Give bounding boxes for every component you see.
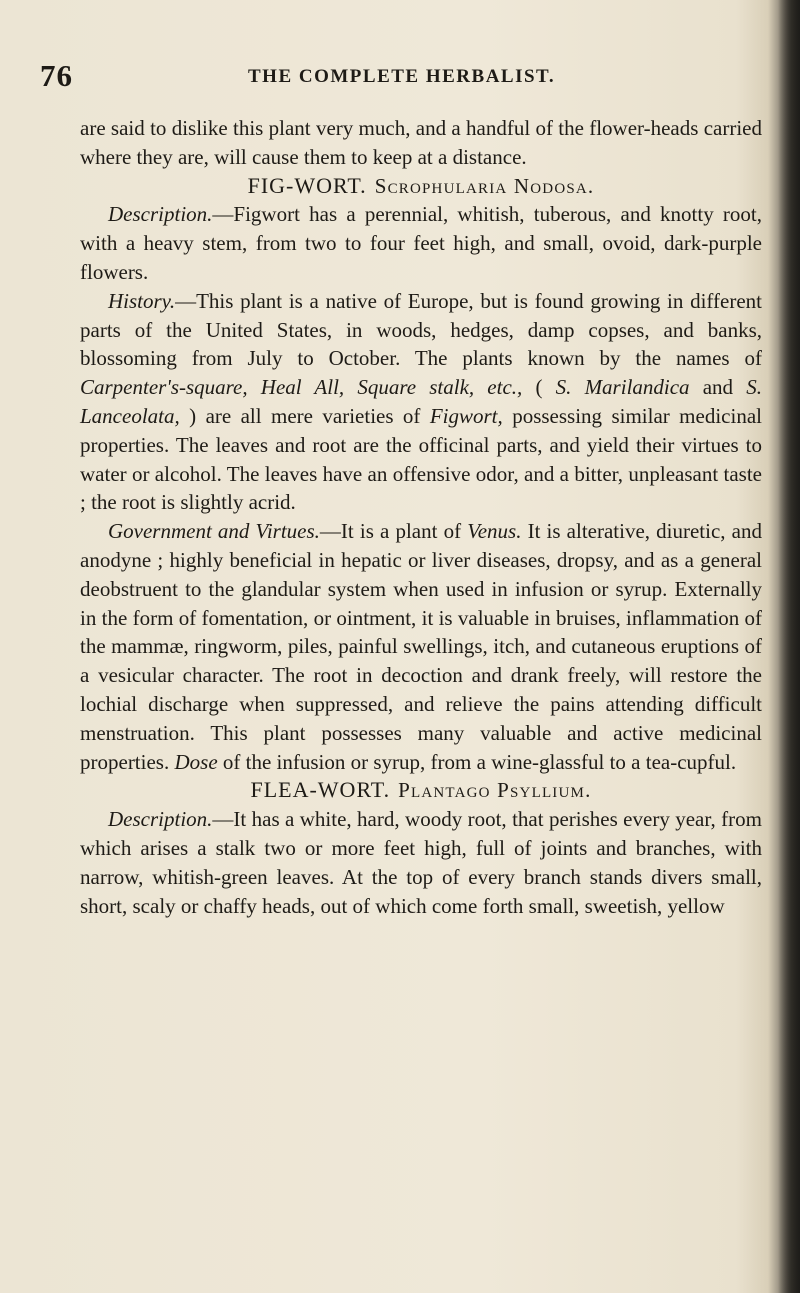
- page-number: 76: [40, 58, 73, 93]
- species-name: S. Marilandica: [555, 375, 690, 400]
- page-header: [40, 58, 750, 98]
- heading-title: FIG-WORT.: [247, 172, 367, 198]
- section-heading-fleawort: [80, 776, 762, 805]
- fleawort-description: [80, 805, 762, 920]
- page-edge-shadow: [778, 0, 800, 1293]
- figwort-history: [80, 287, 762, 517]
- heading-title: FLEA-WORT.: [250, 777, 391, 803]
- heading-scientific-name: Scrophularia Nodosa.: [374, 173, 595, 198]
- intro-paragraph: are said to dislike this plant very much, and a handful of the flower-heads carried where they are, will cause them to keep at a distance.: [80, 116, 762, 169]
- description-text: —It has a white, hard, woody root, that perishes every year, from which arises a stalk two or more feet high, full of joints and branches, with narrow, whitish-green leaves. At the top of every branch stands divers small, short, scaly or chaffy heads, out of which come forth small, sweetish, yellow: [80, 807, 762, 918]
- history-label: History.: [108, 288, 176, 313]
- planet-name: Venus.: [467, 519, 522, 544]
- dose-label: Dose: [174, 749, 218, 774]
- species-name: S. Lanceolata,: [80, 375, 762, 428]
- description-label: Description.: [108, 202, 213, 227]
- page-body: [80, 114, 762, 920]
- description-text: —Figwort has a perennial, whitish, tuberous, and knotty root, with a heavy stem, from two to four feet high, and small, ovoid, dark-purple flowers.: [80, 202, 762, 284]
- heading-scientific-name: Plantago Psyllium.: [398, 778, 592, 803]
- history-text: possessing similar medicinal properties. The leaves and root are the officinal parts, and yield their virtues to water or alcohol. The leaves have an offensive odor, and a bitter, unpleasant taste ; the root is slightly acrid.: [80, 403, 762, 515]
- government-label: Government and Virtues.: [108, 519, 320, 544]
- figwort-government: [80, 517, 762, 776]
- figwort-description: [80, 200, 762, 286]
- history-names: Carpenter's-square, Heal All, Square stalk, etc.,: [80, 375, 523, 400]
- description-label: Description.: [108, 807, 213, 832]
- history-text: and: [689, 375, 747, 400]
- history-text: —This plant is a native of Europe, but is found growing in different parts of the United States, in woods, hedges, damp copses, and banks, blossoming from July to October. The plants known by the names of: [80, 288, 762, 371]
- figwort-term: Figwort,: [429, 403, 503, 428]
- government-text: —It is a plant of: [319, 519, 468, 544]
- running-head: THE COMPLETE HERBALIST.: [248, 66, 556, 87]
- dose-text: of the infusion or syrup, from a wine-glassful to a tea-cupful.: [217, 749, 737, 774]
- history-text: ) are all mere varieties of: [179, 403, 430, 428]
- history-text: (: [522, 375, 556, 400]
- government-text: It is alterative, diuretic, and anodyne ; highly beneficial in hepatic or liver diseases, dropsy, and as a general deobstruent to the glandular system when used in infusion or syrup. Externally in the form of fomentation, or ointment, it is valuable in bruises, inflammation of the mammæ, ringworm, piles, painful swellings, itch, and cutaneous eruptions of a vesicular character. The root in decoction and drank freely, will restore the lochial discharge when suppressed, and relieve the pains attending difficult menstruation. This plant possesses many valuable and active medicinal properties.: [80, 519, 762, 774]
- section-heading-figwort: [80, 172, 762, 201]
